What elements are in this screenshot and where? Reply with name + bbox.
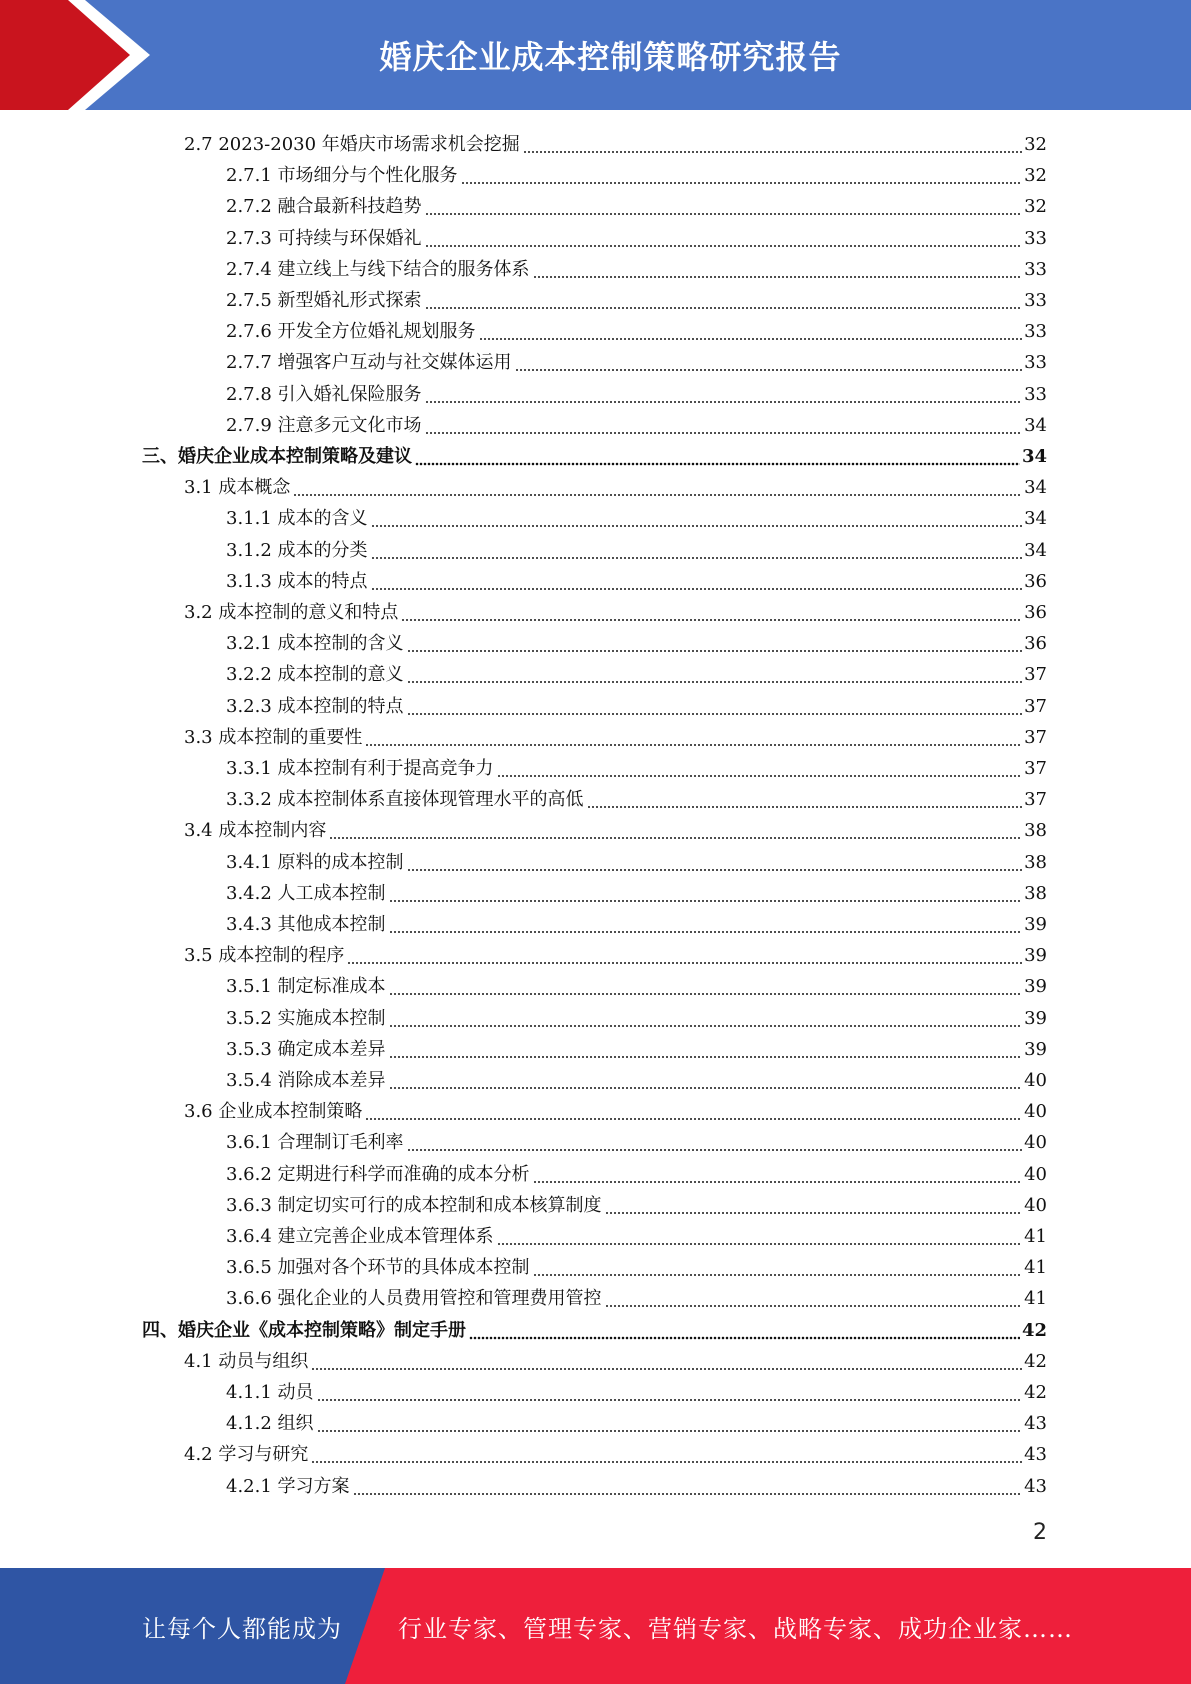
toc-entry-title: 3.4 成本控制内容 bbox=[184, 820, 327, 842]
toc-entry-page: 40 bbox=[1024, 1163, 1047, 1185]
toc-entry[interactable] bbox=[226, 1469, 1047, 1500]
toc-entry-title: 3.6.1 合理制订毛利率 bbox=[226, 1132, 404, 1154]
toc-entry-title: 3.6.6 强化企业的人员费用管控和管理费用管控 bbox=[226, 1288, 602, 1310]
toc-entry-title: 3.1.3 成本的特点 bbox=[226, 570, 368, 592]
toc-leader-dots bbox=[389, 881, 1023, 903]
toc-leader-dots bbox=[311, 1442, 1022, 1464]
toc-leader-dots bbox=[497, 756, 1023, 778]
toc-leader-dots bbox=[371, 569, 1023, 591]
toc-entry-page: 33 bbox=[1024, 352, 1047, 374]
toc-entry-page: 38 bbox=[1024, 820, 1047, 842]
toc-entry-title: 三、婚庆企业成本控制策略及建议 bbox=[142, 446, 412, 467]
toc-entry-title: 4.1.2 组织 bbox=[226, 1413, 314, 1435]
toc-leader-dots bbox=[605, 1286, 1023, 1308]
toc-entry[interactable] bbox=[226, 533, 1047, 564]
toc-leader-dots bbox=[533, 1162, 1023, 1184]
toc-entry[interactable] bbox=[226, 564, 1047, 595]
toc-entry[interactable] bbox=[226, 314, 1047, 345]
toc-entry-page: 40 bbox=[1024, 1070, 1047, 1091]
toc-entry-page: 38 bbox=[1024, 851, 1047, 873]
toc-entry-page: 42 bbox=[1024, 1350, 1047, 1372]
toc-entry[interactable] bbox=[226, 969, 1047, 1000]
toc-entry-page: 32 bbox=[1024, 134, 1047, 155]
toc-entry-page: 33 bbox=[1024, 258, 1047, 280]
toc-entry-title: 3.6.2 定期进行科学而准确的成本分析 bbox=[226, 1163, 530, 1185]
page-header bbox=[0, 0, 1191, 110]
toc-entry-title: 3.3.1 成本控制有利于提高竞争力 bbox=[226, 758, 494, 779]
toc-entry-page: 33 bbox=[1024, 290, 1047, 311]
toc-entry[interactable] bbox=[142, 1313, 1047, 1344]
page-number: 2 bbox=[1033, 1520, 1047, 1545]
toc-entry-page: 33 bbox=[1024, 383, 1047, 405]
toc-leader-dots bbox=[407, 662, 1023, 684]
toc-entry-title: 3.3 成本控制的重要性 bbox=[184, 726, 363, 748]
toc-entry-title: 4.2.1 学习方案 bbox=[226, 1475, 350, 1497]
toc-entry[interactable] bbox=[226, 189, 1047, 220]
toc-entry-page: 39 bbox=[1024, 914, 1047, 935]
page-footer bbox=[0, 1568, 1191, 1684]
toc-entry[interactable] bbox=[226, 501, 1047, 532]
toc-entry-page: 34 bbox=[1024, 539, 1047, 561]
toc-entry-title: 2.7.2 融合最新科技趋势 bbox=[226, 196, 422, 218]
toc-entry[interactable] bbox=[184, 813, 1047, 844]
toc-entry[interactable] bbox=[226, 158, 1047, 189]
toc-entry[interactable] bbox=[226, 1125, 1047, 1156]
toc-entry-title: 3.5 成本控制的程序 bbox=[184, 945, 345, 967]
toc-entry[interactable] bbox=[184, 127, 1047, 158]
toc-entry-title: 2.7.9 注意多元文化市场 bbox=[226, 414, 422, 436]
toc-entry[interactable] bbox=[226, 1063, 1047, 1094]
footer-slogan-right: 行业专家、管理专家、营销专家、战略专家、成功企业家…… bbox=[398, 1614, 1073, 1643]
toc-entry-title: 2.7.6 开发全方位婚礼规划服务 bbox=[226, 321, 476, 343]
toc-leader-dots bbox=[389, 912, 1023, 934]
toc-entry-page: 43 bbox=[1024, 1475, 1047, 1497]
toc-entry[interactable] bbox=[226, 1281, 1047, 1312]
toc-entry-page: 42 bbox=[1021, 1319, 1047, 1341]
toc-entry-page: 34 bbox=[1024, 414, 1047, 436]
toc-entry-page: 40 bbox=[1024, 1194, 1047, 1216]
toc-leader-dots bbox=[371, 538, 1023, 560]
toc-entry[interactable] bbox=[226, 1375, 1047, 1406]
toc-entry[interactable] bbox=[226, 1406, 1047, 1437]
toc-leader-dots bbox=[365, 725, 1022, 747]
toc-entry-page: 39 bbox=[1024, 976, 1047, 998]
toc-leader-dots bbox=[389, 974, 1023, 996]
toc-entry[interactable] bbox=[226, 845, 1047, 876]
toc-leader-dots bbox=[533, 1255, 1023, 1277]
toc-entry-page: 41 bbox=[1024, 1257, 1047, 1279]
toc-entry-page: 39 bbox=[1024, 1007, 1047, 1029]
toc-leader-dots bbox=[389, 1068, 1023, 1090]
toc-entry-title: 4.1.1 动员 bbox=[226, 1382, 314, 1403]
toc-entry[interactable] bbox=[184, 595, 1047, 626]
toc-entry[interactable] bbox=[226, 377, 1047, 408]
toc-entry[interactable] bbox=[226, 283, 1047, 314]
toc-entry[interactable] bbox=[226, 689, 1047, 720]
report-title: 婚庆企业成本控制策略研究报告 bbox=[379, 38, 842, 76]
toc-entry-page: 33 bbox=[1024, 321, 1047, 343]
toc-entry-title: 3.6.3 制定切实可行的成本控制和成本核算制度 bbox=[226, 1194, 602, 1216]
toc-entry[interactable] bbox=[226, 252, 1047, 283]
toc-entry-title: 3.6 企业成本控制策略 bbox=[184, 1101, 363, 1123]
toc-entry[interactable] bbox=[184, 470, 1047, 501]
toc-leader-dots bbox=[425, 382, 1023, 404]
toc-entry-page: 37 bbox=[1024, 758, 1047, 779]
toc-entry-page: 32 bbox=[1024, 165, 1047, 187]
toc-leader-dots bbox=[329, 818, 1022, 840]
toc-leader-dots bbox=[401, 600, 1022, 622]
toc-entry-page: 34 bbox=[1024, 508, 1047, 530]
toc-entry-title: 4.1 动员与组织 bbox=[184, 1350, 309, 1372]
toc-entry-title: 3.2.3 成本控制的特点 bbox=[226, 695, 404, 717]
toc-entry[interactable] bbox=[226, 626, 1047, 657]
toc-entry[interactable] bbox=[184, 1344, 1047, 1375]
toc-entry-title: 3.5.1 制定标准成本 bbox=[226, 976, 386, 998]
toc-entry-page: 39 bbox=[1024, 1038, 1047, 1060]
toc-entry-title: 四、婚庆企业《成本控制策略》制定手册 bbox=[142, 1319, 466, 1341]
toc-leader-dots bbox=[533, 257, 1023, 279]
toc-entry-page: 42 bbox=[1024, 1382, 1047, 1403]
toc-entry-title: 3.4.1 原料的成本控制 bbox=[226, 851, 404, 873]
toc-entry-page: 32 bbox=[1024, 196, 1047, 218]
toc-leader-dots bbox=[353, 1474, 1023, 1496]
toc-entry[interactable] bbox=[226, 876, 1047, 907]
toc-entry-title: 3.2 成本控制的意义和特点 bbox=[184, 602, 399, 623]
toc-entry[interactable] bbox=[226, 221, 1047, 252]
toc-entry[interactable] bbox=[142, 439, 1047, 470]
toc-entry[interactable] bbox=[226, 1001, 1047, 1032]
toc-entry[interactable] bbox=[226, 1250, 1047, 1281]
toc-entry[interactable] bbox=[226, 1188, 1047, 1219]
toc-entry-page: 37 bbox=[1024, 695, 1047, 717]
toc-entry-title: 2.7.3 可持续与环保婚礼 bbox=[226, 227, 422, 249]
toc-entry-title: 3.4.2 人工成本控制 bbox=[226, 882, 386, 904]
toc-leader-dots bbox=[515, 350, 1023, 372]
toc-entry[interactable] bbox=[226, 782, 1047, 813]
toc-entry-page: 37 bbox=[1024, 664, 1047, 686]
toc-entry-page: 36 bbox=[1024, 633, 1047, 655]
toc-leader-dots bbox=[317, 1411, 1023, 1433]
toc-entry-title: 2.7.8 引入婚礼保险服务 bbox=[226, 383, 422, 405]
toc-entry-title: 4.2 学习与研究 bbox=[184, 1444, 309, 1466]
toc-entry-page: 36 bbox=[1024, 602, 1047, 623]
toc-entry-page: 34 bbox=[1021, 446, 1047, 467]
toc-leader-dots bbox=[425, 194, 1023, 216]
toc-leader-dots bbox=[317, 1380, 1023, 1402]
toc-leader-dots bbox=[407, 850, 1023, 872]
toc-entry-title: 3.3.2 成本控制体系直接体现管理水平的高低 bbox=[226, 789, 584, 811]
toc-leader-dots bbox=[461, 163, 1023, 185]
toc-leader-dots bbox=[497, 1224, 1023, 1246]
toc-entry[interactable] bbox=[226, 1032, 1047, 1063]
toc-leader-dots bbox=[523, 132, 1022, 154]
toc-leader-dots bbox=[389, 1006, 1023, 1028]
footer-slogan-left: 让每个人都能成为 bbox=[142, 1614, 342, 1643]
toc-entry-title: 3.2.2 成本控制的意义 bbox=[226, 664, 404, 686]
toc-leader-dots bbox=[425, 226, 1023, 248]
toc-entry-page: 37 bbox=[1024, 789, 1047, 811]
toc-entry-title: 3.1 成本概念 bbox=[184, 477, 291, 499]
toc-leader-dots bbox=[587, 787, 1023, 809]
toc-entry-page: 40 bbox=[1024, 1101, 1047, 1123]
toc-entry-page: 41 bbox=[1024, 1288, 1047, 1310]
toc-entry[interactable] bbox=[226, 907, 1047, 938]
toc-leader-dots bbox=[425, 413, 1023, 435]
toc-leader-dots bbox=[389, 1037, 1023, 1059]
toc-entry-title: 3.5.2 实施成本控制 bbox=[226, 1007, 386, 1029]
toc-entry-title: 3.4.3 其他成本控制 bbox=[226, 914, 386, 935]
toc-entry-page: 34 bbox=[1024, 477, 1047, 499]
toc-entry[interactable] bbox=[226, 408, 1047, 439]
toc-leader-dots bbox=[605, 1193, 1023, 1215]
toc-entry[interactable] bbox=[184, 720, 1047, 751]
toc-entry-title: 2.7 2023-2030 年婚庆市场需求机会挖掘 bbox=[184, 134, 520, 155]
toc-leader-dots bbox=[293, 475, 1022, 497]
toc-leader-dots bbox=[371, 506, 1023, 528]
toc-leader-dots bbox=[469, 1318, 1020, 1340]
toc-entry[interactable] bbox=[184, 1437, 1047, 1468]
toc-entry[interactable] bbox=[226, 1219, 1047, 1250]
toc-entry[interactable] bbox=[226, 345, 1047, 376]
toc-entry-page: 33 bbox=[1024, 227, 1047, 249]
toc-entry-page: 37 bbox=[1024, 726, 1047, 748]
toc-leader-dots bbox=[311, 1349, 1022, 1371]
toc-entry[interactable] bbox=[226, 751, 1047, 782]
toc-leader-dots bbox=[479, 319, 1023, 341]
toc-leader-dots bbox=[407, 694, 1023, 716]
toc-entry-title: 2.7.5 新型婚礼形式探索 bbox=[226, 290, 422, 311]
toc-entry[interactable] bbox=[184, 1094, 1047, 1125]
toc-entry-title: 3.5.4 消除成本差异 bbox=[226, 1070, 386, 1091]
toc-entry-title: 2.7.7 增强客户互动与社交媒体运用 bbox=[226, 352, 512, 374]
toc-leader-dots bbox=[365, 1099, 1022, 1121]
toc-entry-page: 38 bbox=[1024, 882, 1047, 904]
toc-leader-dots bbox=[347, 943, 1022, 965]
toc-leader-dots bbox=[425, 288, 1023, 310]
toc-entry-title: 2.7.4 建立线上与线下结合的服务体系 bbox=[226, 258, 530, 280]
toc-entry[interactable] bbox=[226, 1157, 1047, 1188]
toc-entry-page: 40 bbox=[1024, 1132, 1047, 1154]
toc-entry-title: 3.6.5 加强对各个环节的具体成本控制 bbox=[226, 1257, 530, 1279]
toc-entry-title: 3.6.4 建立完善企业成本管理体系 bbox=[226, 1226, 494, 1247]
toc-leader-dots bbox=[407, 1130, 1023, 1152]
toc-entry-page: 43 bbox=[1024, 1444, 1047, 1466]
toc-entry-title: 3.2.1 成本控制的含义 bbox=[226, 633, 404, 655]
toc-entry-title: 2.7.1 市场细分与个性化服务 bbox=[226, 165, 458, 187]
toc-entry[interactable] bbox=[184, 938, 1047, 969]
toc-leader-dots bbox=[415, 444, 1020, 466]
toc-entry-title: 3.5.3 确定成本差异 bbox=[226, 1038, 386, 1060]
toc-entry[interactable] bbox=[226, 657, 1047, 688]
toc-entry-title: 3.1.2 成本的分类 bbox=[226, 539, 368, 561]
toc-entry-page: 39 bbox=[1024, 945, 1047, 967]
toc-entry-title: 3.1.1 成本的含义 bbox=[226, 508, 368, 530]
toc-entry-page: 43 bbox=[1024, 1413, 1047, 1435]
toc-leader-dots bbox=[407, 631, 1023, 653]
toc-entry-page: 41 bbox=[1024, 1226, 1047, 1247]
toc-entry-page: 36 bbox=[1024, 570, 1047, 592]
